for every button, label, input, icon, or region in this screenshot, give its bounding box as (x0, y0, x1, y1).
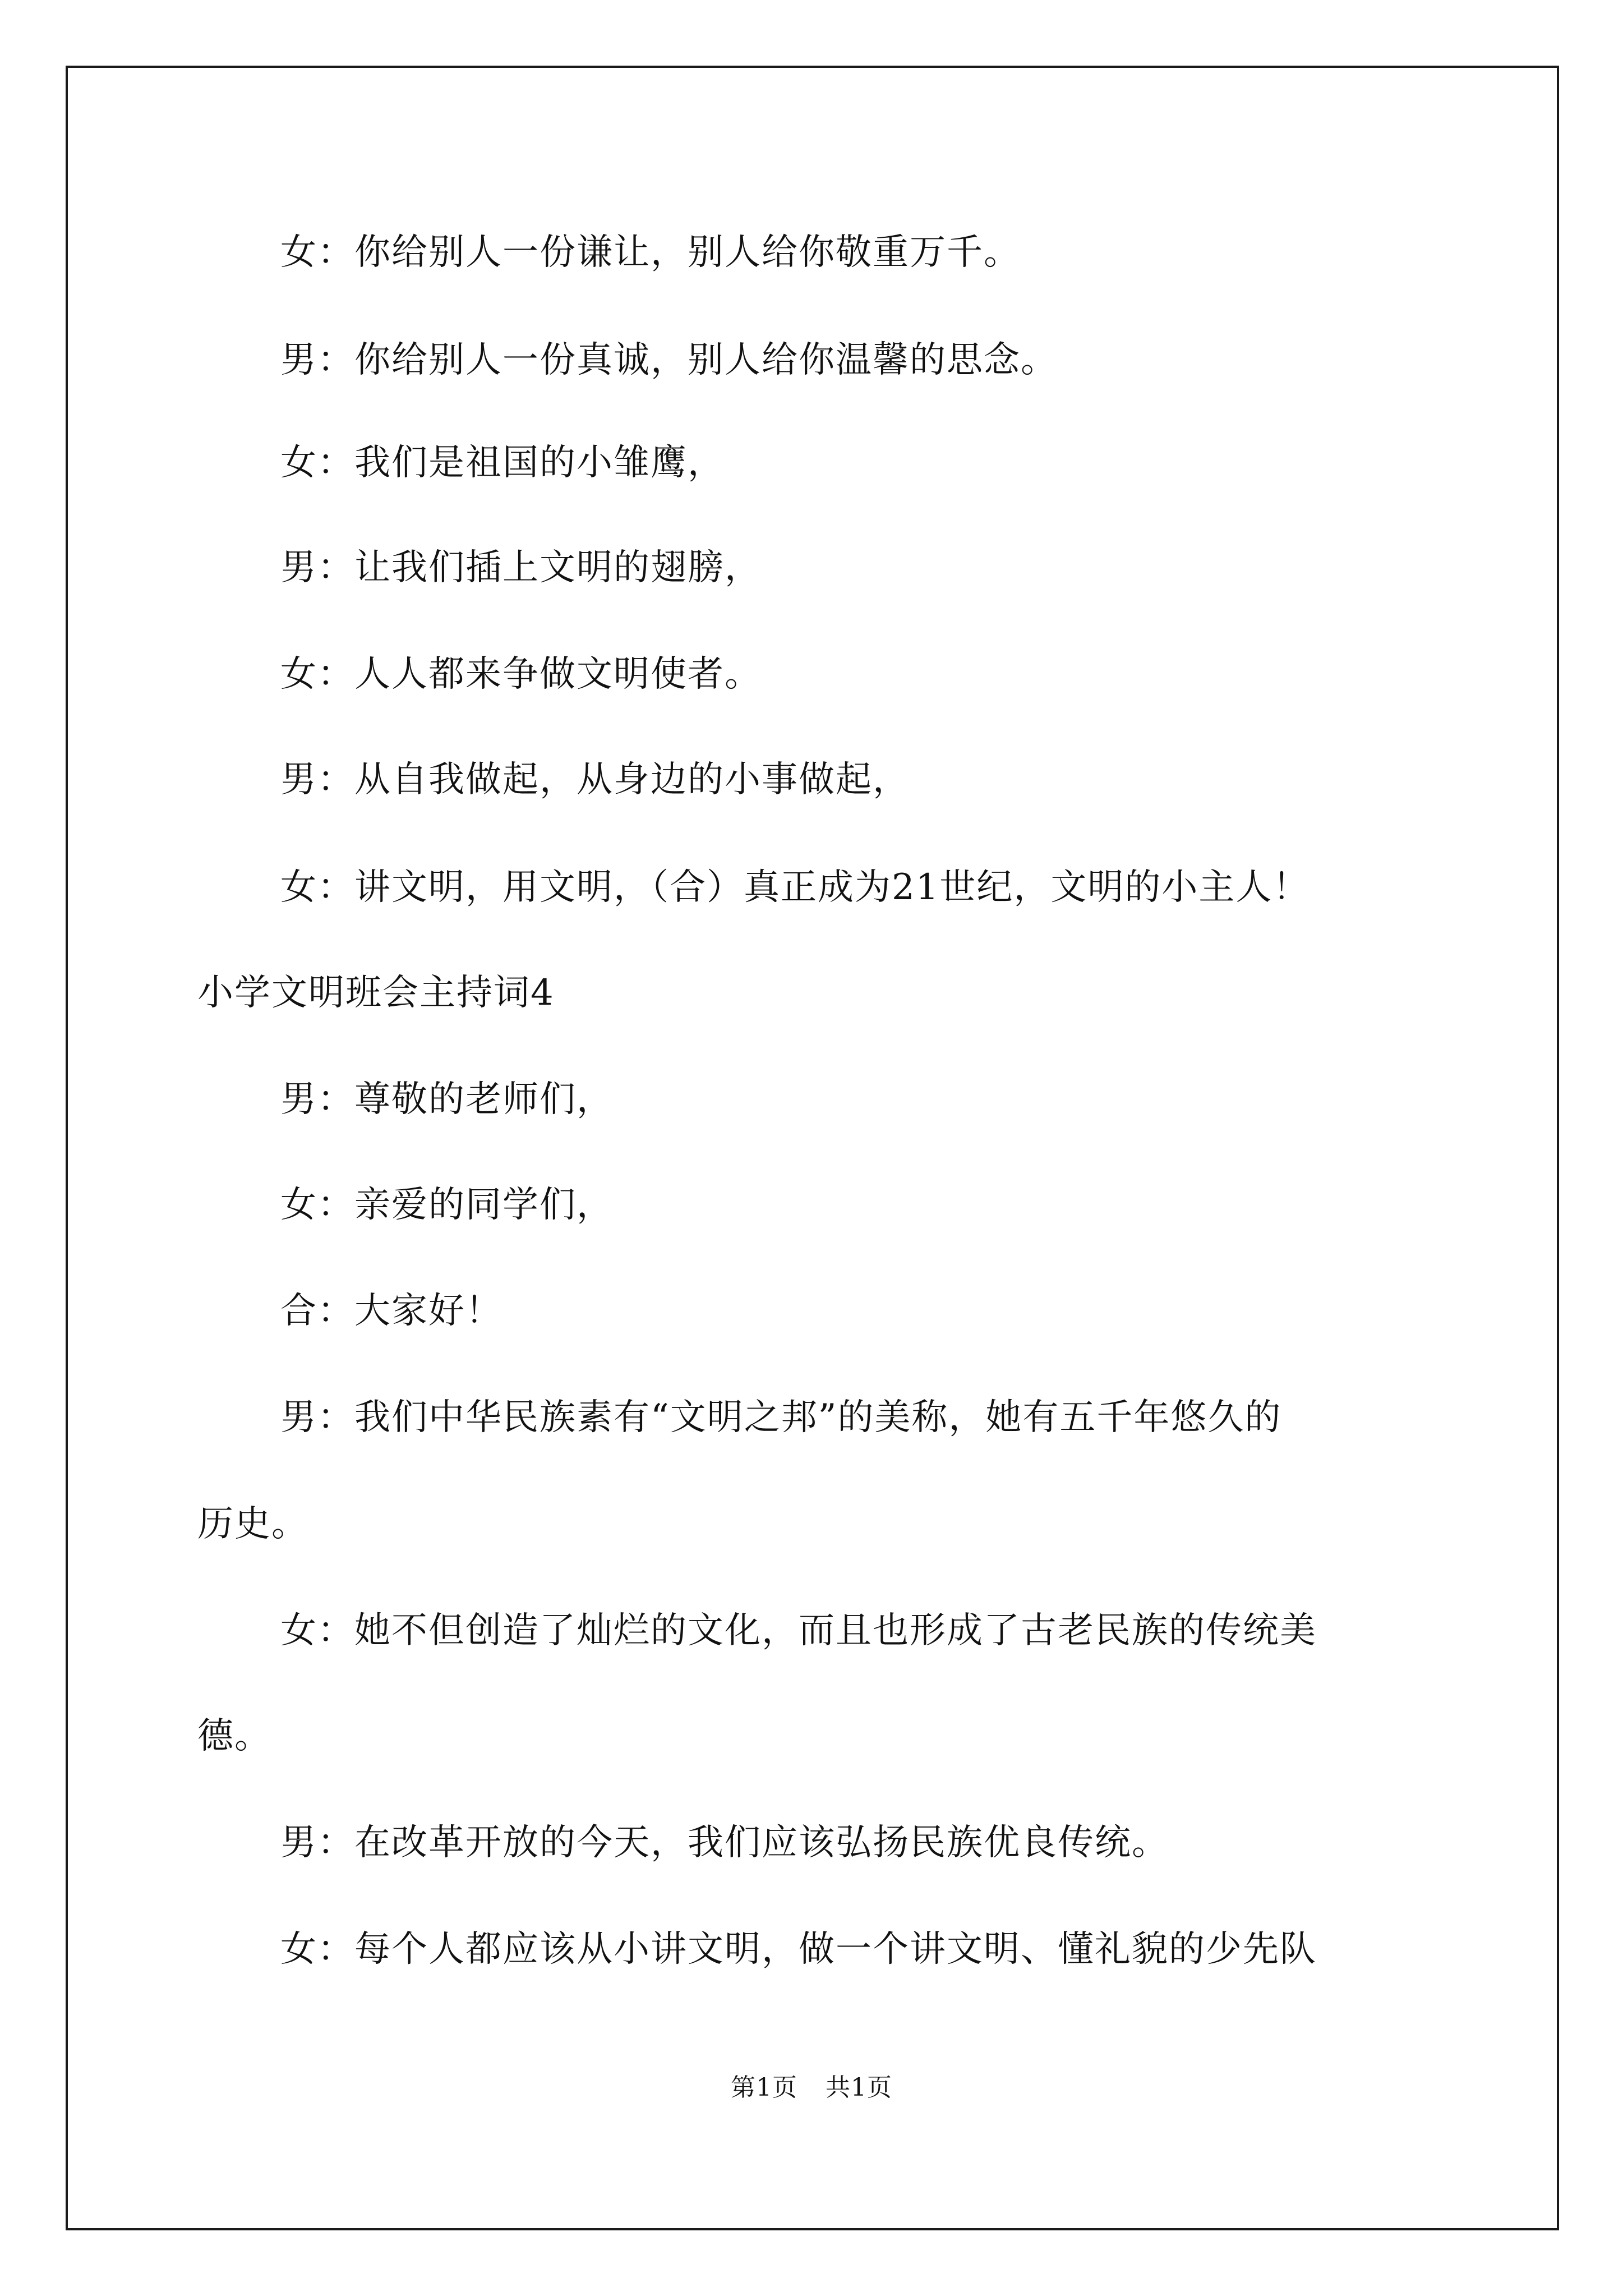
paragraph-line: 男：尊敬的老师们， (280, 1079, 614, 1120)
paragraph-line: 历史。 (197, 1503, 308, 1545)
section-heading: 小学文明班会主持词4 (197, 972, 555, 1014)
paragraph-line: 男：你给别人一份真诚，别人给你温馨的思念。 (280, 339, 1058, 381)
page-footer (0, 2073, 1623, 2102)
paragraph-line: 男：我们中华民族素有“文明之邦”的美称，她有五千年悠久的 (280, 1397, 1282, 1438)
paragraph-line: 女：每个人都应该从小讲文明，做一个讲文明、懂礼貌的少先队 (280, 1929, 1317, 1970)
paragraph-line: 女：你给别人一份谦让，别人给你敬重万千。 (280, 232, 1021, 273)
paragraph-line: 女：讲文明，用文明，（合）真正成为21世纪，文明的小主人！ (280, 867, 1310, 908)
paragraph-line: 女：我们是祖国的小雏鹰， (280, 442, 725, 484)
paragraph-line: 男：在改革开放的今天，我们应该弘扬民族优良传统。 (280, 1822, 1169, 1864)
page-border (66, 66, 1559, 2230)
paragraph-line: 男：从自我做起，从身边的小事做起， (280, 759, 910, 800)
paragraph-line: 女：亲爱的同学们， (280, 1184, 614, 1226)
page-total: 共1页 (826, 2073, 892, 2102)
paragraph-line: 男：让我们插上文明的翅膀， (280, 547, 762, 588)
paragraph-line: 女：她不但创造了灿烂的文化，而且也形成了古老民族的传统美 (280, 1610, 1317, 1651)
paragraph-line: 合：大家好！ (280, 1290, 502, 1332)
paragraph-line: 女：人人都来争做文明使者。 (280, 654, 762, 695)
paragraph-line: 德。 (197, 1715, 271, 1757)
page-number: 第1页 (731, 2073, 797, 2102)
